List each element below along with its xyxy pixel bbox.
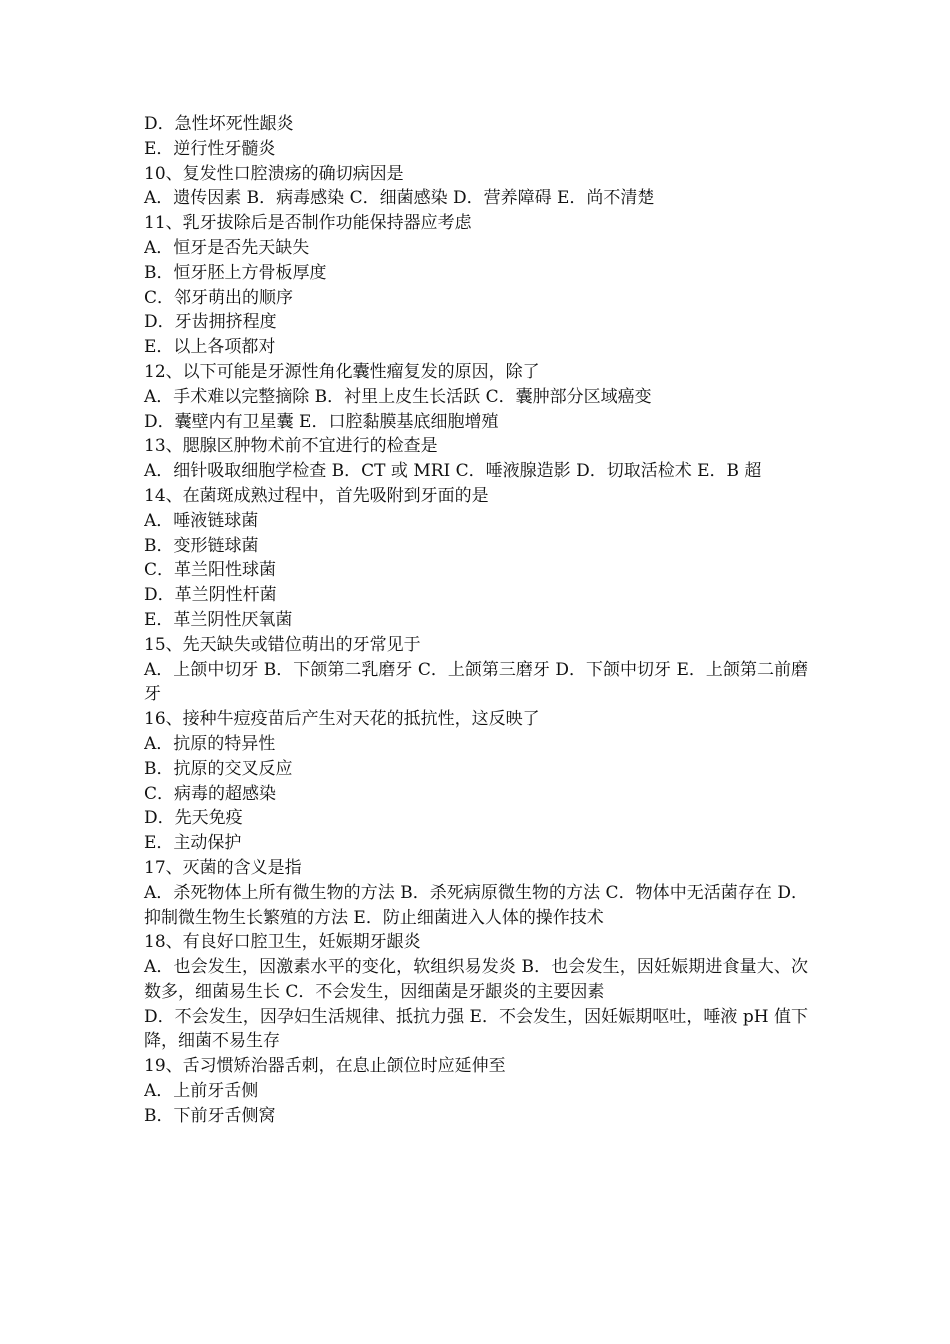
option-line: E．逆行性牙髓炎	[144, 138, 276, 159]
question-line: 14、在菌斑成熟过程中，首先吸附到牙面的是	[144, 485, 489, 506]
question-line: 18、有良好口腔卫生，妊娠期牙龈炎	[144, 932, 421, 953]
question-line: 10、复发性口腔溃疡的确切病因是	[144, 163, 404, 184]
document-page	[144, 112, 808, 1129]
option-line: E．以上各项都对	[144, 337, 276, 358]
options-paragraph: A．上颌中切牙 B．下颌第二乳磨牙 C．上颌第三磨牙 D．下颌中切牙 E．上颌第二前磨牙	[144, 659, 808, 705]
option-line: D．急性坏死性龈炎	[144, 114, 294, 134]
options-paragraph: D．囊壁内有卫星囊 E．口腔黏膜基底细胞增殖	[144, 411, 499, 432]
option-line: A．恒牙是否先天缺失	[144, 237, 310, 258]
option-line: C．革兰阳性球菌	[144, 560, 277, 581]
question-line: 11、乳牙拔除后是否制作功能保持器应考虑	[144, 213, 472, 234]
option-line: C．病毒的超感染	[144, 783, 277, 804]
options-paragraph: A．手术难以完整摘除 B．衬里上皮生长活跃 C．囊肿部分区域癌变	[144, 386, 652, 407]
option-line: B．变形链球菌	[144, 535, 259, 556]
option-line: C．邻牙萌出的顺序	[144, 287, 294, 308]
question-line: 16、接种牛痘疫苗后产生对天花的抵抗性，这反映了	[144, 709, 540, 730]
question-line: 17、灭菌的含义是指	[144, 857, 302, 878]
option-line: D．先天免疫	[144, 808, 243, 829]
option-line: A．抗原的特异性	[144, 733, 276, 754]
question-line: 12、以下可能是牙源性角化囊性瘤复发的原因，除了	[144, 361, 540, 382]
option-line: B．抗原的交叉反应	[144, 758, 293, 779]
question-line: 19、舌习惯矫治器舌刺，在息止颌位时应延伸至	[144, 1056, 506, 1077]
option-line: E．主动保护	[144, 833, 242, 854]
options-paragraph: A．细针吸取细胞学检查 B．CT 或 MRI C．唾液腺造影 D．切取活检术 E．B 超	[144, 461, 762, 482]
options-paragraph: A．也会发生，因激素水平的变化，软组织易发炎 B．也会发生，因妊娠期进食量大、次数多，细菌易生长 C．不会发生，因细菌是牙龈炎的主要因素	[144, 957, 808, 1002]
option-line: B．恒牙胚上方骨板厚度	[144, 262, 327, 283]
question-line: 15、先天缺失或错位萌出的牙常见于	[144, 634, 421, 655]
question-line: 13、腮腺区肿物术前不宜进行的检查是	[144, 436, 438, 457]
option-line: D．革兰阴性杆菌	[144, 585, 277, 606]
option-line: A．唾液链球菌	[144, 510, 259, 531]
options-paragraph: D．不会发生，因孕妇生活规律、抵抗力强 E．不会发生，因妊娠期呕吐，唾液 pH 值下降，细菌不易生存	[144, 1006, 808, 1052]
options-paragraph: A．杀死物体上所有微生物的方法 B．杀死病原微生物的方法 C．物体中无活菌存在 D．抑制微生物生长繁殖的方法 E．防止细菌进入人体的操作技术	[144, 882, 808, 928]
option-line: A．上前牙舌侧	[144, 1081, 259, 1102]
options-paragraph: A．遗传因素 B．病毒感染 C．细菌感染 D．营养障碍 E．尚不清楚	[144, 188, 655, 209]
option-line: E．革兰阴性厌氧菌	[144, 609, 293, 630]
option-line: D．牙齿拥挤程度	[144, 312, 277, 333]
option-line: B．下前牙舌侧窝	[144, 1105, 276, 1126]
